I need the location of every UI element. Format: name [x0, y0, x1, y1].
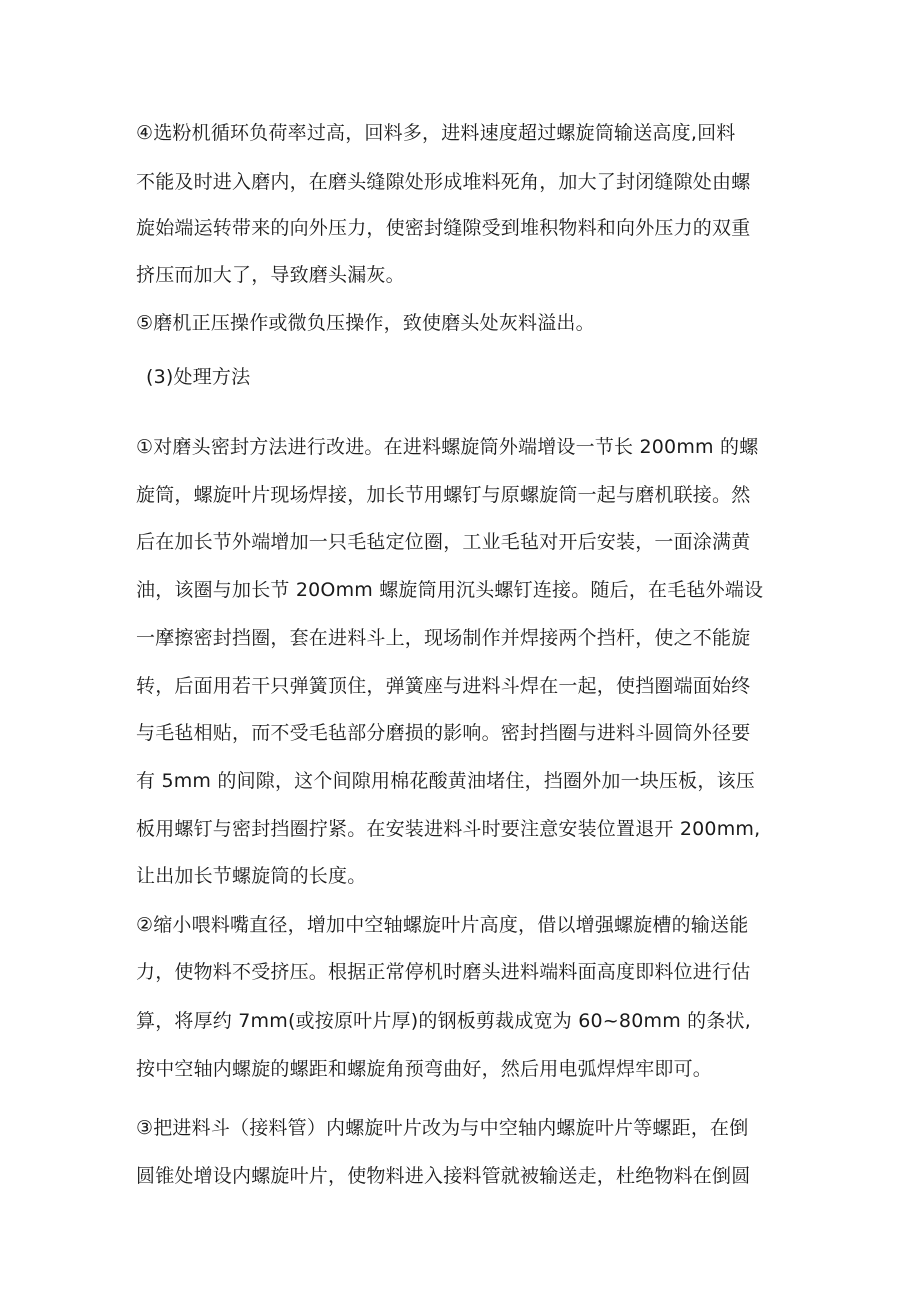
text-line: 一摩擦密封挡圈，套在进料斗上，现场制作并焊接两个挡杆，使之不能旋	[136, 627, 751, 649]
text-line: 圆锥处增设内螺旋叶片，使物料进入接料管就被输送走，杜绝物料在倒圆	[136, 1165, 751, 1187]
text-line: 力，使物料不受挤压。根据正常停机时磨头进料端料面高度即料位进行估	[136, 961, 751, 983]
text-line: 不能及时进入磨内，在磨头缝隙处形成堆料死角，加大了封闭缝隙处由螺	[136, 171, 751, 193]
section-heading: (3)处理方法	[146, 366, 251, 388]
text-line: 挤压而加大了，导致磨头漏灰。	[136, 264, 405, 286]
text-line: 板用螺钉与密封挡圈拧紧。在安装进料斗时要注意安装位置退开 200mm,	[136, 818, 761, 840]
text-line: 旋筒，螺旋叶片现场焊接，加长节用螺钉与原螺旋筒一起与磨机联接。然	[136, 484, 751, 506]
text-line: 转，后面用若干只弹簧顶住，弹簧座与进料斗焊在一起，使挡圈端面始终	[136, 675, 751, 697]
text-line: 让出加长节螺旋筒的长度。	[136, 865, 367, 887]
text-line: ②缩小喂料嘴直径，增加中空轴螺旋叶片高度，借以增强螺旋槽的输送能	[136, 914, 749, 936]
text-line: ⑤磨机正压操作或微负压操作，致使磨头处灰料溢出。	[136, 312, 595, 334]
text-line: 算，将厚约 7mm(或按原叶片厚)的钢板剪裁成宽为 60~80mm 的条状,	[136, 1010, 751, 1032]
text-line: ③把进料斗（接料管）内螺旋叶片改为与中空轴内螺旋叶片等螺距，在倒	[136, 1117, 749, 1139]
text-line: 按中空轴内螺旋的螺距和螺旋角预弯曲好，然后用电弧焊焊牢即可。	[136, 1058, 713, 1080]
text-line: 旋始端运转带来的向外压力，使密封缝隙受到堆积物料和向外压力的双重	[136, 217, 751, 239]
text-line: 与毛毡相贴，而不受毛毡部分磨损的影响。密封挡圈与进料斗圆筒外径要	[136, 722, 751, 744]
text-line: ①对磨头密封方法进行改进。在进料螺旋筒外端增设一节长 200mm 的螺	[136, 436, 759, 458]
text-line: ④选粉机循环负荷率过高，回料多，进料速度超过螺旋筒输送高度,回料	[136, 122, 736, 144]
text-line: 油，该圈与加长节 20Omm 螺旋筒用沉头螺钉连接。随后，在毛毡外端设	[136, 579, 764, 601]
text-line: 后在加长节外端增加一只毛毡定位圈，工业毛毡对开后安装，一面涂满黄	[136, 531, 751, 553]
text-line: 有 5mm 的间隙，这个间隙用棉花酸黄油堵住，挡圈外加一块压板，该压	[136, 770, 755, 792]
